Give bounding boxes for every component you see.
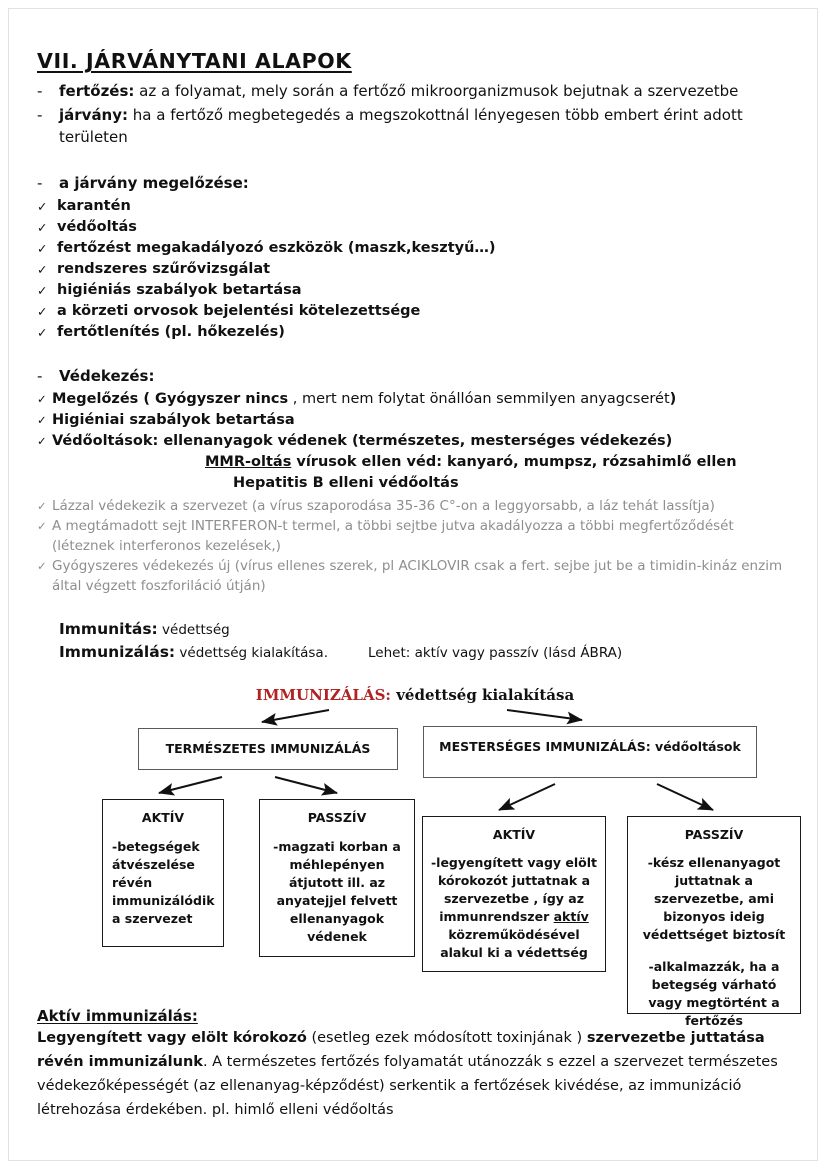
list-item-label: A megtámadott sejt INTERFERON-t termel, a többi sejtbe jutva akadályozza a többi megfertőződését (léteznek interferonos kezelések,) (52, 518, 734, 554)
check-icon: ✓ (37, 499, 47, 513)
list-item-label: Védőoltások: ellenanyagok védenek (természetes, mesterséges védekezés) (52, 433, 673, 449)
paragraph-bold-1: Legyengített vagy elölt kórokozó (37, 1030, 307, 1046)
defence-sub-mmr (205, 452, 793, 473)
check-icon: ✓ (37, 325, 48, 340)
box-artificial-active-body (423, 843, 605, 962)
list-item-label: Higiéniai szabályok betartása (52, 412, 295, 428)
defence-item1-normal: , mert nem folytat önállóan semmilyen anyagcserét (288, 391, 670, 407)
mmr-rest: vírusok ellen véd: kanyaró, mumpsz, rózsahimlő ellen (291, 454, 737, 470)
list-item (37, 410, 793, 431)
check-icon: ✓ (37, 559, 47, 573)
immunity-term: Immunitás: (59, 620, 158, 638)
prevention-heading: a járvány megelőzése: (59, 174, 249, 192)
box-artificial-immunization (423, 726, 757, 778)
art-active-part1: -legyengített vagy elölt kórokozót juttatnak a szervezetbe , így az immunrendszer (430, 855, 598, 924)
mmr-underlined: MMR-oltás (205, 454, 292, 470)
spacer (37, 150, 793, 172)
definition-fertozes (37, 80, 793, 102)
immunization-term: Immunizálás: (59, 643, 176, 661)
check-icon: ✓ (37, 220, 48, 235)
box-natural-active (102, 799, 224, 947)
list-item (37, 496, 793, 516)
list-item (37, 389, 793, 410)
list-item-label: karantén (57, 198, 131, 214)
box-natural-active-body: -betegségek átvészelése révén immunizálódik a szervezet (112, 839, 215, 926)
check-icon: ✓ (37, 283, 48, 298)
list-item (37, 516, 793, 556)
list-item (37, 259, 793, 280)
defence-list (37, 389, 793, 452)
spacer (37, 343, 793, 365)
defence-heading: Védekezés: (59, 367, 155, 385)
list-item-label (52, 389, 793, 410)
definition-term: járvány: (59, 106, 129, 124)
diagram-title (37, 686, 793, 704)
definition-jarvany (37, 104, 793, 148)
box-natural-active-head: AKTÍV (141, 810, 185, 825)
definition-body: ha a fertőző megbetegedés a megszokottnál lényegesen több embert érint adott területen (59, 106, 743, 146)
box-natural-passive (259, 799, 415, 957)
art-active-part2: közreműködésével alakul ki a védettség (440, 927, 588, 960)
box-natural-label: TERMÉSZETES IMMUNIZÁLÁS (165, 741, 371, 756)
check-icon: ✓ (37, 199, 48, 214)
check-icon: ✓ (37, 392, 47, 406)
box-artificial-label: MESTERSÉGES IMMUNIZÁLÁS: védőoltások (439, 739, 741, 754)
check-icon: ✓ (37, 262, 48, 277)
immunization-extra: Lehet: aktív vagy passzív (lásd ÁBRA) (368, 645, 623, 661)
prevention-heading-row (37, 172, 793, 194)
diagram-title-red: IMMUNIZÁLÁS: (255, 686, 391, 704)
list-item (37, 301, 793, 322)
dash-bullet: - (37, 174, 43, 192)
definition-text (59, 104, 793, 148)
immunity-line-1 (59, 618, 793, 641)
check-icon: ✓ (37, 241, 48, 256)
list-item-label: Gyógyszeres védekezés új (vírus ellenes szerek, pl ACIKLOVIR csak a fert. sejbe jut be a timidin-kináz enzim által végzett foszforiláció útján) (52, 558, 783, 594)
defence-item1-bold: Megelőzés ( Gyógyszer nincs (52, 391, 289, 407)
box-artificial-passive-body-1: -kész ellenanyagot juttatnak a szervezetbe, ami bizonyos ideig védettséget biztosít (642, 855, 786, 942)
defence-item1-tail: ) (669, 391, 677, 407)
list-item-label: higiéniás szabályok betartása (57, 282, 302, 298)
check-icon: ✓ (37, 519, 47, 533)
dash-bullet: - (37, 106, 43, 124)
list-item-label: fertőtlenítés (pl. hőkezelés) (57, 324, 285, 340)
list-item-label: rendszeres szűrővizsgálat (57, 261, 271, 277)
dash-bullet: - (37, 82, 43, 100)
box-natural-passive-body: -magzati korban a méhlepényen átjutott ill. az anyatejjel felvett ellenanyagok védenek (273, 839, 401, 944)
definition-text (59, 80, 793, 102)
paragraph-bold-2: szervezetbe juttatása révén immunizálunk (37, 1030, 765, 1070)
list-item-label: fertőzést megakadályozó eszközök (maszk,kesztyű…) (57, 240, 496, 256)
list-item (37, 217, 793, 238)
immunity-rest: védettség (157, 622, 230, 638)
list-item (37, 431, 793, 452)
paragraph-normal-2: . A természetes fertőzés folyamatát utánozzák s ezzel a szervezet természetes védekezőképességét (az ellenanyag-képződést) serkentik a fertőzések kivédése, az immunizáció létrehozása érdekében. pl. himlő elleni védőoltás (37, 1054, 778, 1118)
list-item (37, 280, 793, 301)
defence-sub-hepatitis: Hepatitis B elleni védőoltás (233, 475, 459, 491)
box-natural-passive-head: PASSZÍV (307, 810, 367, 825)
dash-bullet: - (37, 367, 43, 385)
check-icon: ✓ (37, 413, 47, 427)
list-item (37, 238, 793, 259)
box-artificial-active (422, 816, 606, 972)
box-natural-immunization (138, 728, 398, 770)
section-heading: Aktív immunizálás: (37, 1007, 198, 1025)
page-title: VII. JÁRVÁNYTANI ALAPOK (37, 49, 352, 73)
section-paragraph (37, 1026, 793, 1122)
list-item (37, 556, 793, 596)
diagram-title-rest: védettség kialakítása (390, 686, 575, 704)
box-artificial-passive (627, 816, 801, 1028)
spacer (37, 596, 793, 618)
immunization-rest: védettség kialakítása. (175, 645, 328, 661)
check-icon: ✓ (37, 304, 48, 319)
box-artificial-passive-head: PASSZÍV (684, 827, 744, 842)
definition-body: az a folyamat, mely során a fertőző mikroorganizmusok bejutnak a szervezetbe (134, 82, 739, 100)
prevention-list (37, 196, 793, 343)
defence-faded-list (37, 496, 793, 596)
paragraph-normal-1: (esetleg ezek módosított toxinjának ) (306, 1030, 587, 1046)
immunity-line-2 (59, 641, 793, 664)
list-item-label: a körzeti orvosok bejelentési kötelezettsége (57, 303, 421, 319)
list-item-label: védőoltás (57, 219, 137, 235)
list-item-label: Lázzal védekezik a szervezet (a vírus szaporodása 35-36 C°-on a leggyorsabb, a láz tehát lassítja) (52, 498, 715, 514)
check-icon: ✓ (37, 434, 47, 448)
list-item (37, 322, 793, 343)
box-artificial-active-head: AKTÍV (492, 827, 536, 842)
page-sheet (8, 8, 818, 1161)
defence-heading-row (37, 365, 793, 387)
art-active-underlined: aktív (553, 909, 589, 924)
box-artificial-passive-body-2: -alkalmazzák, ha a betegség várható vagy megtörtént a fertőzés (648, 959, 780, 1028)
list-item (37, 196, 793, 217)
definition-term: fertőzés: (59, 82, 135, 100)
document-content (37, 49, 793, 1122)
